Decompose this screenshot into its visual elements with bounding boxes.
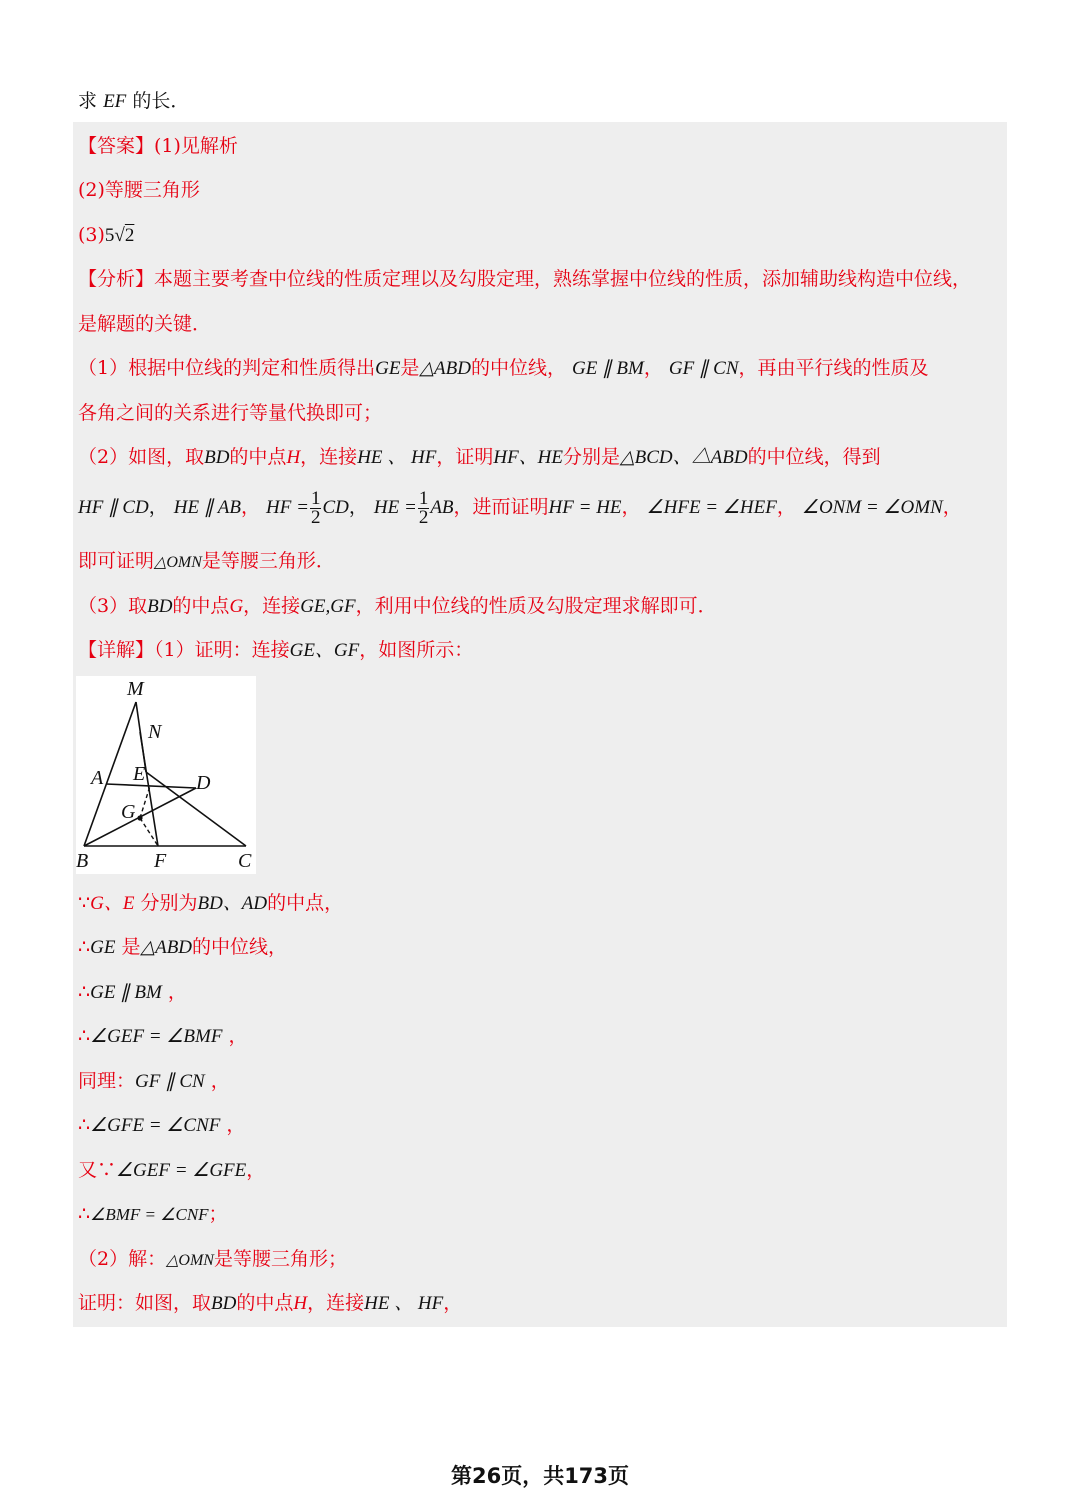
fraction-half (310, 487, 322, 528)
s2-text-f: 的中位线，得到 (747, 446, 881, 468)
math-G: G (229, 596, 244, 617)
answer-tag: 【答案】 (78, 135, 155, 157)
math-AB: AB (430, 497, 454, 518)
math-ang-ONM-OMN: ∠ONM = ∠OMN (801, 497, 943, 518)
frac-den: 2 (310, 506, 321, 528)
proof-text: 证明：如图，取 (78, 1292, 212, 1314)
answer-part-3-label: (3) (78, 224, 105, 246)
part-2-text: 是等腰三角形； (213, 1248, 347, 1270)
math-GF-par-CN: GF ∥ CN (668, 358, 739, 379)
label-E: E (133, 763, 146, 785)
proof-text-b: 的中点 (236, 1292, 294, 1314)
s3-text-d: ，利用中位线的性质及勾股定理求解即可． (355, 595, 717, 617)
math-GE: GE (375, 358, 401, 379)
s1-text-d: ，再由平行线的性质及 (738, 357, 929, 379)
math-H: H (293, 1293, 308, 1314)
math-BD: BD (211, 1293, 237, 1314)
sqrt-radical: √2 (114, 225, 135, 246)
st1-text: 分别为 (140, 892, 198, 914)
detail-step-7: 又∵∠GEF = ∠GFE， (78, 1159, 266, 1181)
math-HE-par-AB: HE ∥ AB (173, 497, 241, 518)
question-var: EF (103, 91, 127, 112)
analysis-tag: 【分析】 (78, 268, 155, 290)
s2-text-h: 即可证明 (78, 550, 155, 572)
math-ang-HFE-HEF: ∠HFE = ∠HEF (646, 497, 777, 518)
math-H: H (286, 447, 301, 468)
analysis-text: 本题主要考查中位线的性质定理以及勾股定理，熟练掌握中位线的性质，添加辅助线构造中位线， (154, 268, 972, 290)
math-HF-eq: HF = (266, 497, 309, 518)
detail-proof: 证明：如图，取BD的中点H，连接HE 、 HF， (78, 1292, 463, 1314)
analysis-step-1-cont: 各角之间的关系进行等量代换即可； (78, 402, 383, 424)
math-BD-AD: BD、AD (197, 893, 268, 914)
label-G: G (121, 801, 136, 823)
s1-text: （1）根据中位线的判定和性质得出 (78, 357, 376, 379)
detail-step-2 (78, 934, 287, 961)
math-HE-eq: HE = (373, 497, 417, 518)
math-HE-HF: HE 、 HF (364, 1293, 444, 1314)
math-tri-ABD: △ABD (140, 937, 193, 958)
math-tri-OMN: △OMN (154, 554, 202, 571)
s2-text-b: 的中点 (229, 446, 287, 468)
st1-text-c: 的中点， (267, 892, 344, 914)
label-A: A (91, 767, 104, 789)
therefore-symbol: ∴ (78, 1025, 91, 1047)
part-2-label: （2）解： (78, 1248, 167, 1270)
math-BD: BD (204, 447, 230, 468)
math-GE-and-GF: GE、GF (289, 640, 360, 661)
math-GE-GF: GE,GF (300, 596, 356, 617)
math-CD: CD (322, 497, 349, 518)
triangle-diagram (76, 676, 256, 874)
therefore-symbol: ∴ (78, 1114, 91, 1136)
answer-coef: 5 (104, 225, 115, 246)
s2-text-g: ，进而证明 (453, 496, 549, 518)
detail-step-6: ∴∠GFE = ∠CNF ， (78, 1114, 246, 1136)
s2-text: （2）如图，取 (78, 446, 205, 468)
detail-step-5: 同理：GF ∥ CN ， (78, 1070, 230, 1092)
therefore-symbol: ∴ (78, 981, 91, 1003)
s3-text-b: 的中点 (172, 595, 230, 617)
line-AD (106, 784, 196, 788)
because-symbol: ∵ (78, 892, 91, 914)
detail-part-2 (78, 1246, 347, 1274)
math-tri-OMN: △OMN (166, 1252, 214, 1269)
math-ang-BMF-CNF: ∠BMF = ∠CNF (90, 1205, 209, 1224)
math-BCD-ABD: △BCD、△ABD (620, 447, 748, 468)
proof-text-c: ，连接 (307, 1292, 365, 1314)
detail-step-4: ∴∠GEF = ∠BMF ， (78, 1025, 248, 1047)
detail-step-8: ∴∠BMF = ∠CNF； (78, 1203, 228, 1225)
math-tri-ABD: △ABD (419, 358, 471, 379)
analysis-step-2 (78, 444, 881, 471)
label-D: D (196, 772, 211, 794)
s2-text-e: 分别是 (563, 446, 621, 468)
analysis-line-2: 是解题的关键． (78, 313, 212, 335)
analysis-step-3 (78, 593, 717, 620)
label-C: C (238, 850, 252, 872)
therefore-symbol: ∴ (78, 936, 91, 958)
math-ang-GFE-CNF: ∠GFE = ∠CNF (90, 1115, 221, 1136)
answer-part-2: (2)等腰三角形 (78, 179, 200, 201)
detail-tag: 【详解】 (78, 639, 155, 661)
frac-num: 1 (310, 487, 321, 509)
st2-text-c: 的中位线， (192, 936, 288, 958)
analysis-step-2-end (78, 548, 335, 576)
label-F: F (154, 850, 167, 872)
math-GE: GE (90, 937, 116, 958)
label-N: N (148, 721, 162, 743)
s1-text-b: 是 (400, 357, 420, 379)
therefore-symbol: ∴ (78, 1203, 91, 1225)
fraction-half-2 (418, 487, 430, 528)
s2-text-c: ，连接 (300, 446, 358, 468)
geometry-figure (76, 676, 256, 874)
math-BD: BD (147, 596, 173, 617)
question-text-end: 的长． (132, 90, 190, 112)
math-HF-HE: HF、HE (493, 447, 564, 468)
math-GE-par-BM: GE ∥ BM (572, 358, 644, 379)
detail-intro (78, 637, 473, 664)
question-text: 求 (78, 90, 98, 112)
question-tail (78, 88, 189, 115)
detail-step-3: ∴GE ∥ BM ， (78, 981, 187, 1003)
answer-part-1: (1)见解析 (154, 135, 238, 157)
math-HF-eq-HE: HF = HE (548, 497, 622, 518)
also-because: 又∵ (78, 1159, 117, 1181)
label-B: B (76, 850, 89, 872)
s2-text-d: ，证明 (436, 446, 494, 468)
frac-num: 1 (418, 487, 429, 509)
point-G (137, 815, 142, 820)
page-footer: 第26页，共173页 (450, 1464, 630, 1488)
frac-den: 2 (418, 506, 429, 528)
math-ang-GEF-GFE: ∠GEF = ∠GFE (116, 1160, 247, 1181)
label-M: M (127, 678, 144, 700)
math-HF-par-CD: HF ∥ CD (78, 497, 149, 518)
sqrt-radicand: 2 (124, 225, 135, 246)
s3-text: （3）取 (78, 595, 148, 617)
detail-intro-end: ，如图所示： (359, 639, 474, 661)
s3-text-c: ，连接 (243, 595, 301, 617)
detail-intro-text: （1）证明：连接 (154, 639, 290, 661)
analysis-step-2-formulas: HF ∥ CD， HE ∥ AB， HF = $\frac{1}{2}$ CD， HE = $\frac{1}{2}$ AB，进而证明HF = HE， ∠HFE = ∠HEF， ∠ONM = ∠OMN， (78, 487, 962, 528)
st2-text: 是 (121, 936, 141, 958)
detail-step-1 (78, 890, 343, 917)
analysis-line-1 (78, 266, 971, 292)
math-GF-par-CN: GF ∥ CN (135, 1071, 205, 1092)
answer-line-1 (78, 133, 238, 159)
math-ang-GEF-BMF: ∠GEF = ∠BMF (90, 1026, 223, 1047)
same-reason: 同理： (78, 1070, 136, 1092)
answer-part-3 (78, 222, 134, 249)
math-G-E: G、E (90, 893, 135, 914)
math-GE-par-BM: GE ∥ BM (90, 982, 162, 1003)
analysis-step-1: （1）根据中位线的判定和性质得出GE是△ABD的中位线， GE ∥ BM， GF ∥ CN，再由平行线的性质及 (78, 357, 929, 379)
s2-text-i: 是等腰三角形． (201, 550, 335, 572)
s1-text-c: 的中位线， (470, 357, 566, 379)
math-HE-HF: HE 、 HF (357, 447, 437, 468)
